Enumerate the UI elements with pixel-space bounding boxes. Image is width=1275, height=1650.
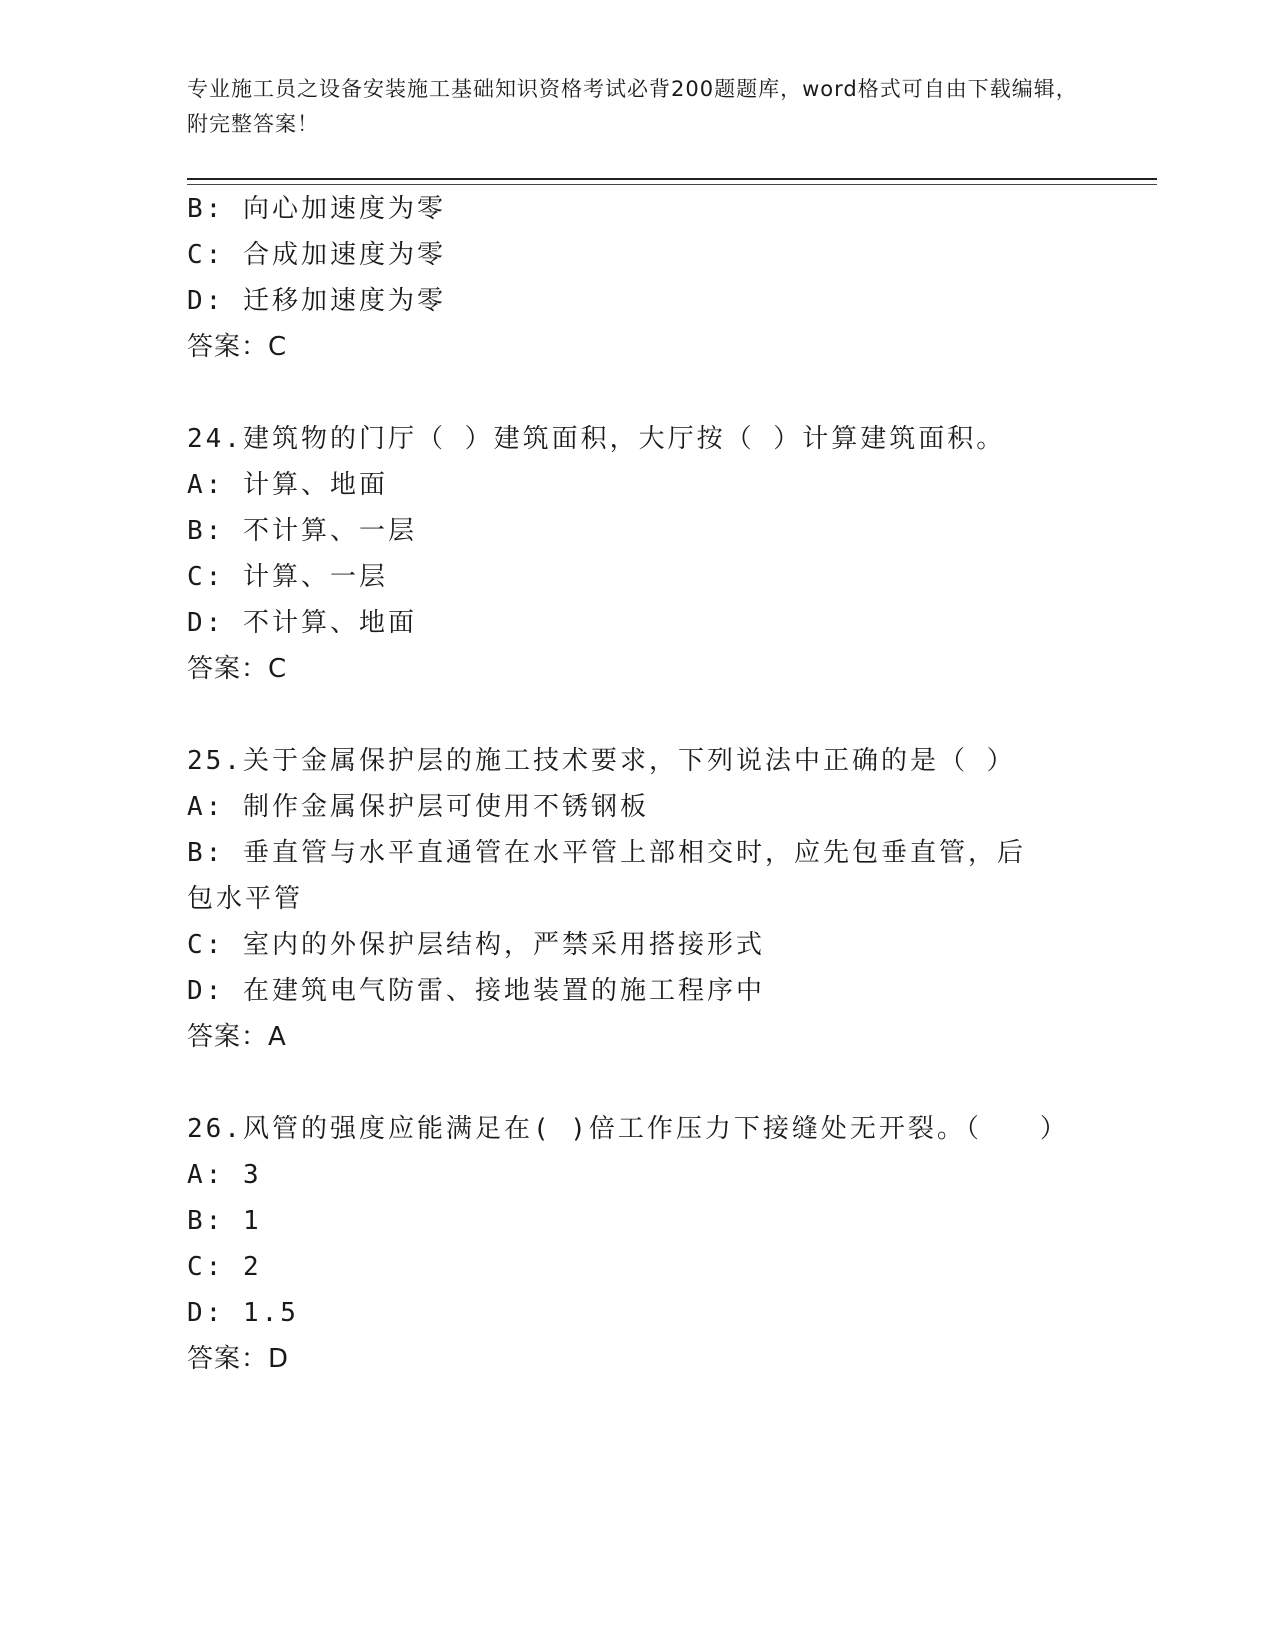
option-b: B: 向心加速度为零 xyxy=(187,194,446,224)
option-d: D: 在建筑电气防雷、接地装置的施工程序中 xyxy=(187,976,765,1006)
answer-line: 答案：C xyxy=(187,654,288,684)
answer-line: 答案：C xyxy=(187,332,288,362)
question-26 xyxy=(187,1106,1087,1382)
option-a: A: 计算、地面 xyxy=(187,470,388,500)
spacer xyxy=(187,1060,1087,1106)
option-c: C: 2 xyxy=(187,1252,262,1282)
option-b: B: 垂直管与水平直通管在水平管上部相交时，应先包垂直管，后包水平管 xyxy=(187,838,1026,914)
question-stem: 26.风管的强度应能满足在( )倍工作压力下接缝处无开裂。（ ） xyxy=(187,1114,1069,1144)
option-c: C: 室内的外保护层结构，严禁采用搭接形式 xyxy=(187,930,765,960)
option-c: C: 计算、一层 xyxy=(187,562,388,592)
question-stem: 24.建筑物的门厅（ ）建筑面积，大厅按（ ）计算建筑面积。 xyxy=(187,424,1006,454)
header-divider-thick xyxy=(187,178,1157,180)
answer-line: 答案：D xyxy=(187,1344,290,1374)
question-list xyxy=(187,186,1087,1382)
spacer xyxy=(187,692,1087,738)
option-c: C: 合成加速度为零 xyxy=(187,240,446,270)
question-stem: 25.关于金属保护层的施工技术要求，下列说法中正确的是（ ） xyxy=(187,746,1016,776)
option-d: D: 1.5 xyxy=(187,1298,299,1328)
question-25 xyxy=(187,738,1087,1060)
option-d: D: 不计算、地面 xyxy=(187,608,417,638)
document-header: 专业施工员之设备安装施工基础知识资格考试必背200题题库，word格式可自由下载编辑，附完整答案！ xyxy=(187,77,1078,136)
option-d: D: 迁移加速度为零 xyxy=(187,286,446,316)
question-24 xyxy=(187,416,1087,692)
option-a: A: 3 xyxy=(187,1160,262,1190)
continued-question xyxy=(187,186,1087,370)
spacer xyxy=(187,370,1087,416)
option-b: B: 1 xyxy=(187,1206,262,1236)
option-a: A: 制作金属保护层可使用不锈钢板 xyxy=(187,792,649,822)
answer-line: 答案：A xyxy=(187,1022,287,1052)
option-b: B: 不计算、一层 xyxy=(187,516,417,546)
header-divider-thin xyxy=(187,184,1157,185)
